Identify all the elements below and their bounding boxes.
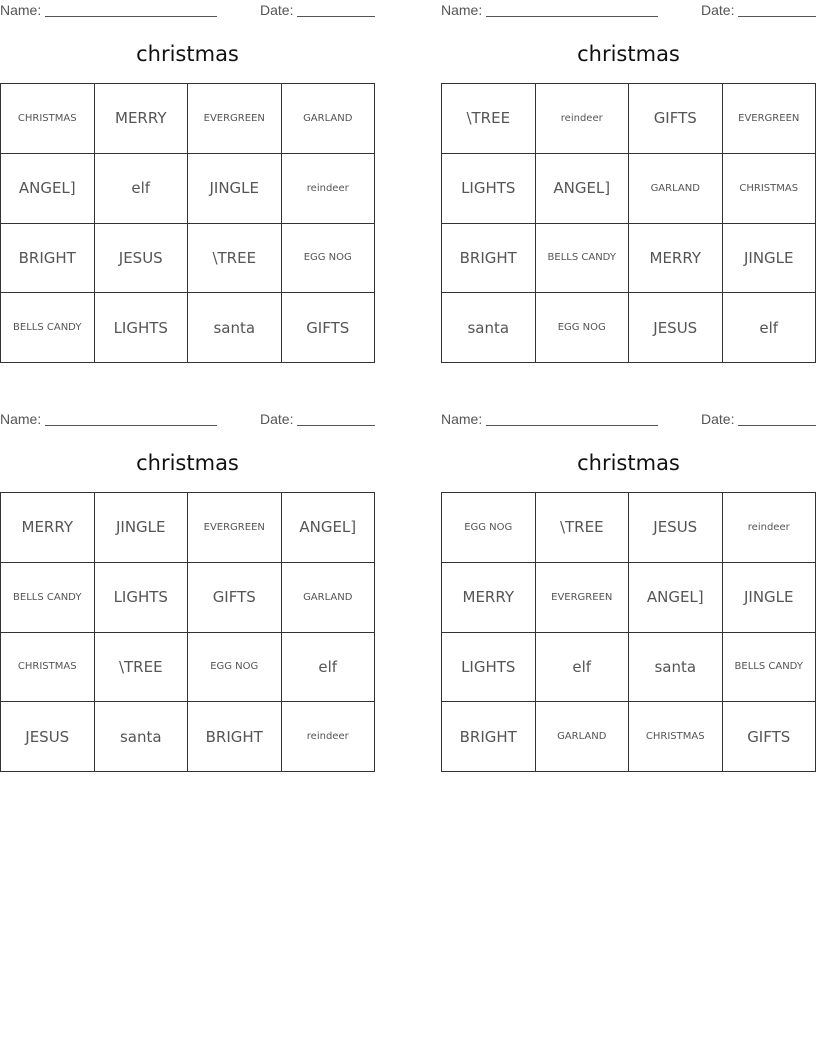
grid-cell: LIGHTS <box>442 632 536 702</box>
grid-cell: reindeer <box>281 702 375 772</box>
name-date-line <box>441 2 816 20</box>
grid-cell: JINGLE <box>188 153 282 223</box>
name-label: Name: <box>441 2 483 18</box>
grid-row <box>1 223 375 293</box>
grid-cell: reindeer <box>722 493 816 563</box>
grid-cell: JESUS <box>629 293 723 363</box>
grid-cell: JINGLE <box>722 223 816 293</box>
grid-cell: BELLS CANDY <box>1 562 95 632</box>
bingo-grid <box>0 492 375 772</box>
grid-cell: LIGHTS <box>94 293 188 363</box>
grid-cell: EVERGREEN <box>188 84 282 154</box>
grid-cell: reindeer <box>535 84 629 154</box>
card-title: christmas <box>577 42 680 66</box>
grid-row <box>442 562 816 632</box>
grid-cell: JINGLE <box>94 493 188 563</box>
name-blank <box>486 425 658 426</box>
grid-row <box>442 84 816 154</box>
bingo-grid <box>441 492 816 772</box>
grid-cell: JESUS <box>1 702 95 772</box>
grid-cell: \TREE <box>442 84 536 154</box>
bingo-card-1 <box>0 0 375 365</box>
date-label: Date: <box>701 411 735 427</box>
grid-row <box>1 293 375 363</box>
grid-cell: JESUS <box>94 223 188 293</box>
grid-cell: GARLAND <box>629 153 723 223</box>
bingo-card-3 <box>0 409 375 774</box>
bingo-card-4 <box>441 409 816 774</box>
date-label: Date: <box>260 2 294 18</box>
card-title: christmas <box>136 451 239 475</box>
name-label: Name: <box>0 2 42 18</box>
grid-cell: GIFTS <box>722 702 816 772</box>
grid-cell: santa <box>442 293 536 363</box>
grid-cell: ANGEL] <box>281 493 375 563</box>
grid-cell: \TREE <box>535 493 629 563</box>
grid-cell: BELLS CANDY <box>1 293 95 363</box>
name-blank <box>45 16 217 17</box>
date-blank <box>738 425 816 426</box>
bingo-card-2 <box>441 0 816 365</box>
grid-row <box>442 632 816 702</box>
grid-row <box>442 223 816 293</box>
grid-cell: ANGEL] <box>629 562 723 632</box>
date-blank <box>297 425 375 426</box>
grid-cell: BRIGHT <box>442 702 536 772</box>
grid-cell: JESUS <box>629 493 723 563</box>
grid-row <box>1 702 375 772</box>
grid-row <box>1 562 375 632</box>
grid-cell: ANGEL] <box>1 153 95 223</box>
name-label: Name: <box>0 411 42 427</box>
grid-row <box>442 493 816 563</box>
grid-row <box>1 153 375 223</box>
grid-cell: BRIGHT <box>442 223 536 293</box>
grid-cell: santa <box>94 702 188 772</box>
bingo-grid <box>441 83 816 363</box>
grid-cell: LIGHTS <box>442 153 536 223</box>
grid-row <box>442 702 816 772</box>
grid-cell: MERRY <box>1 493 95 563</box>
grid-row <box>442 293 816 363</box>
grid-row <box>442 153 816 223</box>
date-label: Date: <box>260 411 294 427</box>
name-blank <box>45 425 217 426</box>
grid-cell: elf <box>722 293 816 363</box>
grid-cell: GIFTS <box>188 562 282 632</box>
grid-cell: JINGLE <box>722 562 816 632</box>
grid-cell: GIFTS <box>281 293 375 363</box>
grid-row <box>1 632 375 702</box>
grid-cell: BELLS CANDY <box>535 223 629 293</box>
grid-cell: GARLAND <box>281 562 375 632</box>
grid-cell: CHRISTMAS <box>629 702 723 772</box>
grid-cell: EVERGREEN <box>535 562 629 632</box>
grid-cell: MERRY <box>442 562 536 632</box>
grid-cell: GARLAND <box>281 84 375 154</box>
grid-cell: CHRISTMAS <box>722 153 816 223</box>
name-blank <box>486 16 658 17</box>
grid-cell: ANGEL] <box>535 153 629 223</box>
card-title: christmas <box>577 451 680 475</box>
grid-cell: EVERGREEN <box>188 493 282 563</box>
date-blank <box>738 16 816 17</box>
bingo-grid <box>0 83 375 363</box>
grid-cell: GARLAND <box>535 702 629 772</box>
name-label: Name: <box>441 411 483 427</box>
grid-cell: \TREE <box>188 223 282 293</box>
name-date-line <box>0 2 375 20</box>
grid-row <box>1 493 375 563</box>
grid-cell: EGG NOG <box>535 293 629 363</box>
grid-cell: \TREE <box>94 632 188 702</box>
grid-cell: reindeer <box>281 153 375 223</box>
grid-cell: BRIGHT <box>188 702 282 772</box>
grid-cell: MERRY <box>629 223 723 293</box>
grid-cell: CHRISTMAS <box>1 84 95 154</box>
grid-cell: CHRISTMAS <box>1 632 95 702</box>
card-title: christmas <box>136 42 239 66</box>
grid-cell: LIGHTS <box>94 562 188 632</box>
grid-cell: EGG NOG <box>442 493 536 563</box>
grid-cell: EGG NOG <box>281 223 375 293</box>
grid-cell: elf <box>281 632 375 702</box>
grid-cell: elf <box>535 632 629 702</box>
date-blank <box>297 16 375 17</box>
grid-cell: BRIGHT <box>1 223 95 293</box>
grid-cell: santa <box>188 293 282 363</box>
grid-cell: santa <box>629 632 723 702</box>
grid-cell: MERRY <box>94 84 188 154</box>
grid-cell: EVERGREEN <box>722 84 816 154</box>
name-date-line <box>0 411 375 429</box>
name-date-line <box>441 411 816 429</box>
grid-cell: elf <box>94 153 188 223</box>
grid-cell: GIFTS <box>629 84 723 154</box>
date-label: Date: <box>701 2 735 18</box>
grid-row <box>1 84 375 154</box>
grid-cell: BELLS CANDY <box>722 632 816 702</box>
grid-cell: EGG NOG <box>188 632 282 702</box>
